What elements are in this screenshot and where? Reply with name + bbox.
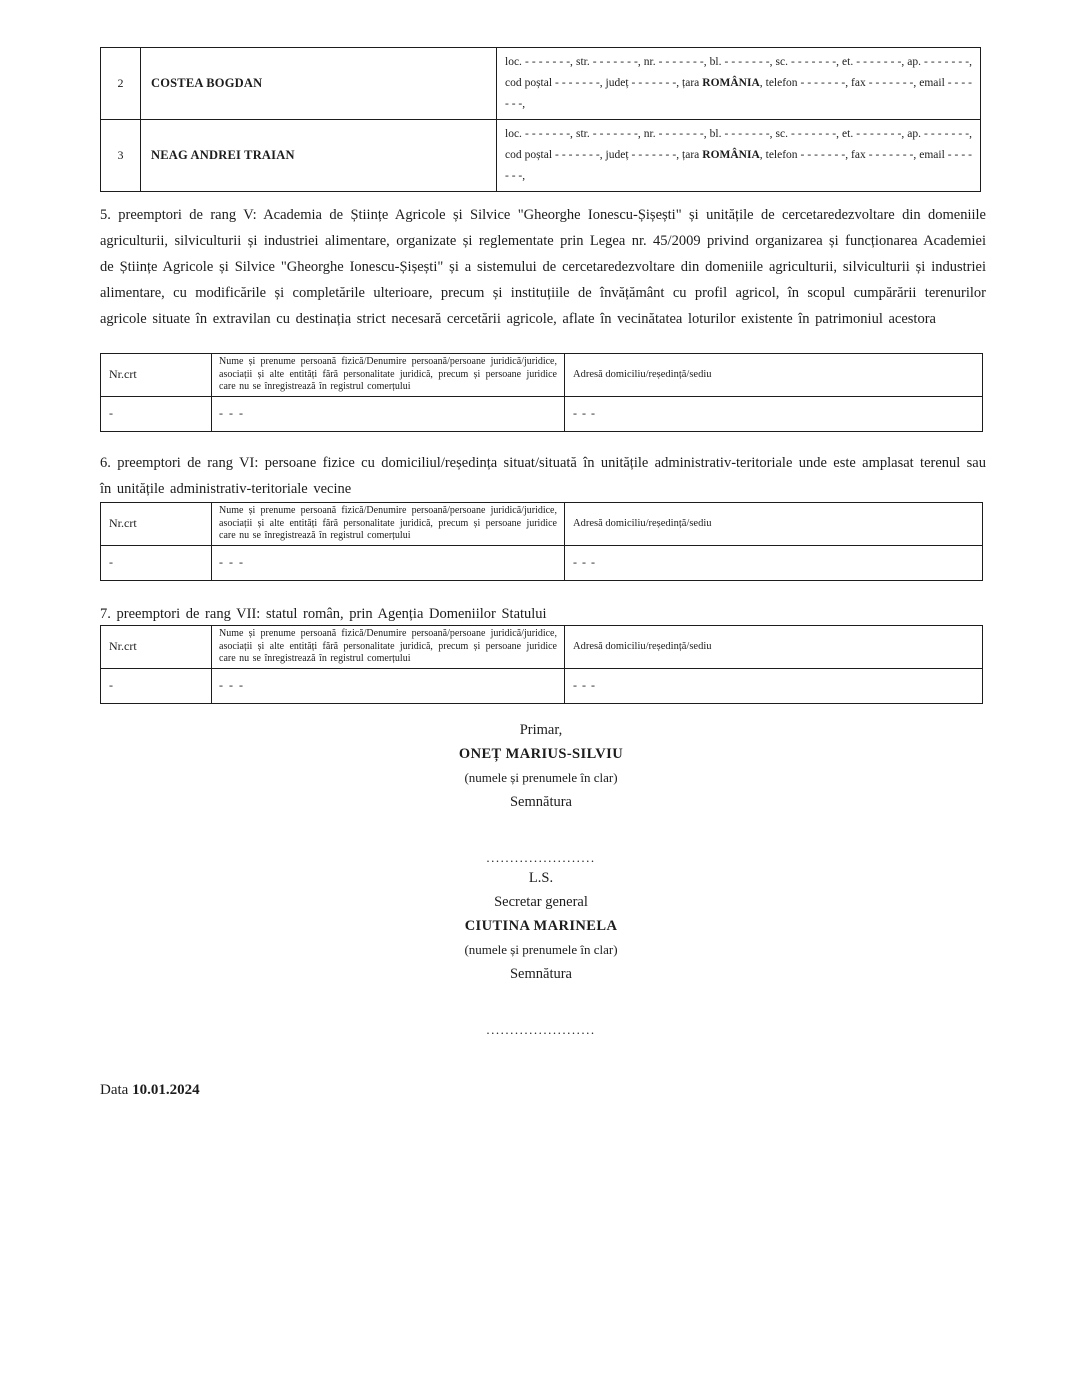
table-empty-row	[101, 668, 983, 703]
header-nr-crt: Nr.crt	[101, 503, 212, 546]
party-row	[101, 48, 981, 120]
mayor-name: ONEȚ MARIUS-SILVIU	[458, 746, 624, 762]
header-name: Nume și prenume persoană fizică/Denumire persoană/persoane juridică/juridice, asociații și alte entități fără personalitate juridică, precum și persoane juridice care nu se înregistrează în registrul comerțului	[212, 626, 565, 669]
empty-name-cell: - - -	[212, 396, 565, 431]
party-row-number: 3	[101, 120, 141, 192]
empty-name-cell: - - -	[212, 668, 565, 703]
signature-dotted-line: .......................	[486, 850, 596, 865]
header-name: Nume și prenume persoană fizică/Denumire persoană/persoane juridică/juridice, asociații și alte entități fără personalitate juridică, precum și persoane juridice care nu se înregistrează în registrul comerțului	[212, 503, 565, 546]
header-address: Adresă domiciliu/reședință/sediu	[565, 626, 983, 669]
empty-name-cell: - - -	[212, 545, 565, 580]
signature-label: Semnătura	[509, 794, 572, 810]
party-row-number: 2	[101, 48, 141, 120]
parties-table	[100, 47, 981, 192]
signature-dotted-line: .......................	[486, 1022, 596, 1037]
party-address	[497, 120, 981, 192]
table-header-row	[101, 503, 983, 546]
empty-nr-cell: -	[101, 545, 212, 580]
header-nr-crt: Nr.crt	[101, 354, 212, 397]
party-name: NEAG ANDREI TRAIAN	[141, 120, 497, 192]
signature-block	[0, 718, 1082, 1038]
table-header-row	[101, 354, 983, 397]
party-row	[101, 120, 981, 192]
secretary-title: Secretar general	[494, 894, 588, 910]
address-text: loc. - - - - - - -, str. - - - - - - -, nr. - - - - - - -, bl. - - - - - - -, sc. - - - - - - -, et. - - - - - - -, ap. - - - - - - -, cod poștal - - - - - - -, județ - - - - - - -, țara	[505, 56, 972, 89]
address-text-tail: , telefon - - - - - - -, fax - - - - - - -, email - - - - - - -,	[505, 149, 972, 182]
secretary-name: CIUTINA MARINELA	[464, 918, 618, 934]
section-rank-v-paragraph: 5. preemptori de rang V: Academia de Științe Agricole și Silvice "Gheorghe Ionescu-Șișești" și unitățile de cercetaredezvoltare din domeniile agriculturii, silviculturii și industriei alimentare, organizate și reglementate prin Legea nr. 45/2009 privind organizarea și funcționarea Academiei de Științe Agricole și Silvice "Gheorghe Ionescu-Șișești" și a sistemului de cercetaredezvoltare din domeniile agriculturii, silviculturii și industriei alimentare, cu modificările și completările ulterioare, precum și instituțiile de învățământ cu profil agricol, în scopul cumpărării terenurilor agricole situate în extravilan cu destinația strict necesară cercetării agricole, aflate în vecinătatea loturilor existente în patrimoniul acestora	[100, 207, 986, 327]
table-empty-row	[101, 545, 983, 580]
empty-nr-cell: -	[101, 668, 212, 703]
table-header-row	[101, 626, 983, 669]
ls-label: L.S.	[528, 870, 554, 886]
name-note: (numele și prenumele în clar)	[464, 770, 618, 785]
empty-nr-cell: -	[101, 396, 212, 431]
empty-address-cell: - - -	[565, 545, 983, 580]
signature-label: Semnătura	[509, 966, 572, 982]
address-text: loc. - - - - - - -, str. - - - - - - -, nr. - - - - - - -, bl. - - - - - - -, sc. - - - - - - -, et. - - - - - - -, ap. - - - - - - -, cod poștal - - - - - - -, județ - - - - - - -, țara	[505, 128, 972, 161]
header-nr-crt: Nr.crt	[101, 626, 212, 669]
name-note: (numele și prenumele în clar)	[464, 942, 618, 957]
date-line	[100, 1082, 200, 1099]
spacer	[0, 814, 1082, 850]
mayor-title: Primar,	[519, 722, 563, 738]
party-name: COSTEA BOGDAN	[141, 48, 497, 120]
date-value: 10.01.2024	[132, 1082, 200, 1098]
address-text-tail: , telefon - - - - - - -, fax - - - - - - -, email - - - - - - -,	[505, 77, 972, 110]
section-rank-vi-paragraph: 6. preemptori de rang VI: persoane fizice cu domiciliul/reședința situat/situată în unitățile administrativ-teritoriale unde este amplasat terenul sau în unitățile administrativ-teritoriale vecine	[100, 455, 986, 497]
empty-address-cell: - - -	[565, 396, 983, 431]
header-address: Adresă domiciliu/reședință/sediu	[565, 354, 983, 397]
spacer	[0, 986, 1082, 1022]
empty-address-cell: - - -	[565, 668, 983, 703]
address-country: ROMÂNIA	[702, 149, 760, 161]
preemptor-table-rank-v	[100, 353, 983, 432]
preemptor-table-rank-vi	[100, 502, 983, 581]
table-empty-row	[101, 396, 983, 431]
date-label: Data	[100, 1082, 129, 1098]
address-country: ROMÂNIA	[702, 77, 760, 89]
preemptor-table-rank-vii	[100, 625, 983, 704]
party-address	[497, 48, 981, 120]
header-address: Adresă domiciliu/reședință/sediu	[565, 503, 983, 546]
section-rank-vii-paragraph: 7. preemptori de rang VII: statul român, prin Agenția Domeniilor Statului	[100, 606, 547, 622]
header-name: Nume și prenume persoană fizică/Denumire persoană/persoane juridică/juridice, asociații și alte entități fără personalitate juridică, precum și persoane juridice care nu se înregistrează în registrul comerțului	[212, 354, 565, 397]
